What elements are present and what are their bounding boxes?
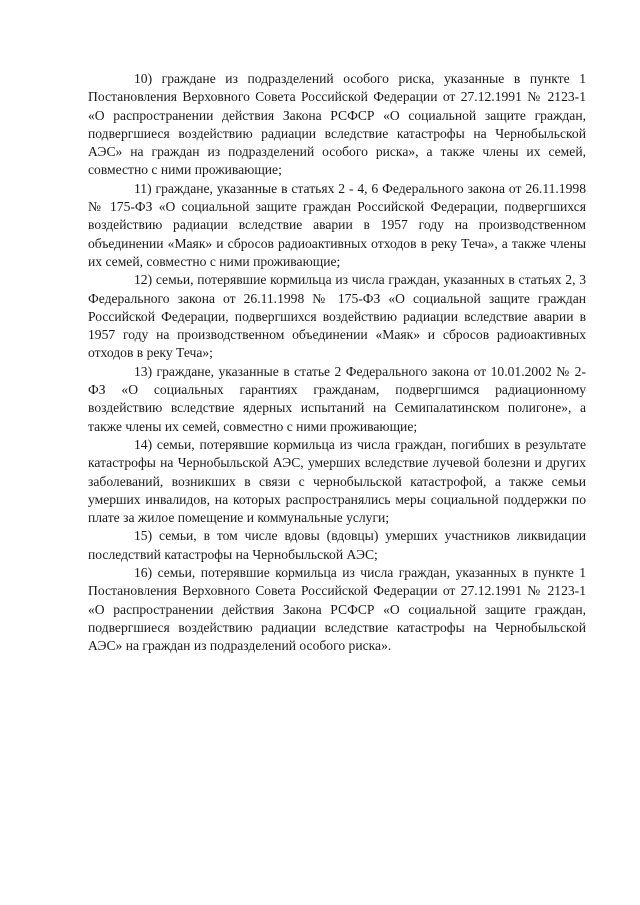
document-page (88, 70, 586, 656)
list-item-10: 10) граждане из подразделений особого риска, указанные в пункте 1 Постановления Верховного Совета Российской Федерации от 27.12.1991 № 2123-1 «О распространении действия Закона РСФСР «О социальной защите граждан, подвергшиеся воздействию радиации вследствие катастрофы на Чернобыльской АЭС» на граждан из подразделений особого риска», а также члены их семей, совместно с ними проживающие; (88, 71, 586, 178)
list-item-12: 12) семьи, потерявшие кормильца из числа граждан, указанных в статьях 2, 3 Федерального закона от 26.11.1998 № 175-ФЗ «О социальной защите граждан Российской Федерации, подвергшихся воздействию радиации вследствие аварии в 1957 году на производственном объединении «Маяк» и сбросов радиоактивных отходов в реку Теча»; (88, 272, 586, 361)
list-item-15: 15) семьи, в том числе вдовы (вдовцы) умерших участников ликвидации последствий катастрофы на Чернобыльской АЭС; (88, 528, 586, 562)
list-item-16: 16) семьи, потерявшие кормильца из числа граждан, указанных в пункте 1 Постановления Верховного Совета Российской Федерации от 27.12.1991 № 2123-1 «О распространении действия Закона РСФСР «О социальной защите граждан, подвергшиеся воздействию радиации вследствие катастрофы на Чернобыльской АЭС» на граждан из подразделений особого риска». (88, 565, 586, 654)
list-item-13: 13) граждане, указанные в статье 2 Федерального закона от 10.01.2002 № 2-ФЗ «О социальных гарантиях гражданам, подвергшимся радиационному воздействию вследствие ядерных испытаний на Семипалатинском полигоне», а также члены их семей, совместно с ними проживающие; (88, 363, 586, 434)
list-item-14: 14) семьи, потерявшие кормильца из числа граждан, погибших в результате катастрофы на Чернобыльской АЭС, умерших вследствие лучевой болезни и других заболеваний, возникших в связи с чернобыльской катастрофой, а также семьи умерших инвалидов, на которых распространялись меры социальной поддержки по плате за жилое помещение и коммунальные услуги; (88, 436, 586, 526)
list-item-11: 11) граждане, указанные в статьях 2 - 4, 6 Федерального закона от 26.11.1998 № 175-ФЗ «О социальной защите граждан Российской Федерации, подвергшихся воздействию радиации вследствие аварии в 1957 году на производственном объединении «Маяк» и сбросов радиоактивных отходов в реку Теча», а также члены их семей, совместно с ними проживающие; (88, 180, 586, 269)
